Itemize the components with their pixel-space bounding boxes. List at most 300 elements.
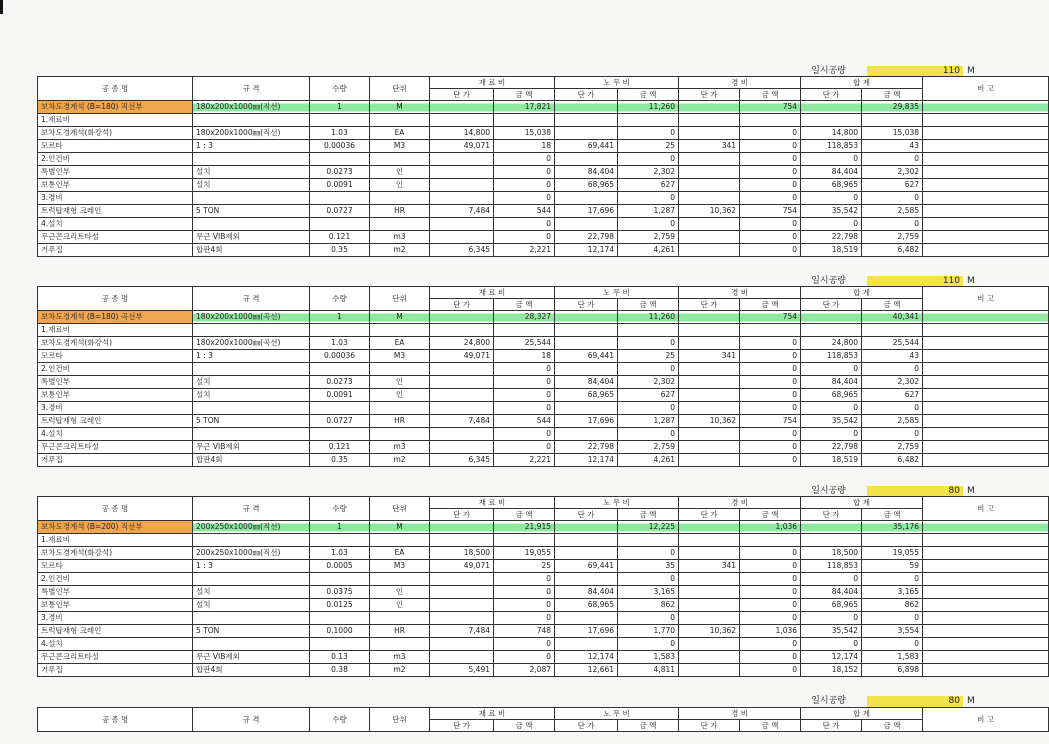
cell: 12,661: [555, 664, 618, 677]
daily-label: 일시공량: [811, 696, 846, 706]
remark-cell: [923, 534, 1049, 547]
cell: [430, 441, 494, 454]
table-row: [38, 337, 1049, 350]
cell: 0: [494, 179, 555, 192]
cell: 3.경비: [38, 612, 193, 625]
cell: [370, 324, 430, 337]
cell: 0: [618, 363, 679, 376]
table-row: [38, 127, 1049, 140]
cell: [370, 363, 430, 376]
daily-value: 110: [867, 276, 963, 287]
expense-header: 경 비: [679, 77, 801, 89]
remark-cell: [923, 651, 1049, 664]
material-header: 재 료 비: [430, 287, 555, 299]
table-row: [38, 179, 1049, 192]
labor-header: 노 무 비: [555, 708, 679, 720]
cell: 0.0091: [310, 389, 370, 402]
cell: 6,898: [862, 664, 923, 677]
cell: 0: [740, 586, 801, 599]
col-qty-header: 수량: [310, 77, 370, 101]
cell: 1.03: [310, 547, 370, 560]
cell: [430, 363, 494, 376]
cell: [430, 651, 494, 664]
cell: 1,583: [618, 651, 679, 664]
cell: 68,965: [555, 389, 618, 402]
cell: 합판4회: [193, 244, 310, 257]
cell: 0: [801, 573, 862, 586]
cell: 설치: [193, 389, 310, 402]
remark-cell: [923, 205, 1049, 218]
cell: [193, 363, 310, 376]
cell: 인: [370, 599, 430, 612]
remark-cell: [923, 127, 1049, 140]
cell: 0.1000: [310, 625, 370, 638]
cell: [679, 612, 740, 625]
col-spec-header: 규 격: [193, 77, 310, 101]
cell: 0: [494, 402, 555, 415]
estimate-table: [37, 286, 1049, 467]
cell: 15,038: [494, 127, 555, 140]
cell: 14,800: [430, 127, 494, 140]
remark-cell: [923, 415, 1049, 428]
col-spec-header: 규 격: [193, 287, 310, 311]
cell: 모르타: [38, 350, 193, 363]
table-row: [38, 166, 1049, 179]
empty-cell: [555, 521, 618, 534]
cell: 0: [740, 428, 801, 441]
cell: 2,302: [862, 376, 923, 389]
cell: 1.재료비: [38, 114, 193, 127]
cell: 0: [740, 166, 801, 179]
unit-price-header: 단 가: [430, 299, 494, 311]
table-row: [38, 363, 1049, 376]
cell: [430, 599, 494, 612]
cell: 2,759: [618, 441, 679, 454]
cell: 22,798: [801, 441, 862, 454]
cell: [679, 454, 740, 467]
cell: 특별인부: [38, 586, 193, 599]
cell: 거푸집: [38, 454, 193, 467]
cell: M3: [370, 140, 430, 153]
table-row: [38, 651, 1049, 664]
remark-cell: [923, 441, 1049, 454]
cell: [555, 402, 618, 415]
cell: [679, 402, 740, 415]
cell: [862, 324, 923, 337]
cell: 0: [740, 599, 801, 612]
cell: [555, 324, 618, 337]
cell: [679, 153, 740, 166]
cell: 0: [862, 402, 923, 415]
item-expense-amount: 754: [740, 311, 801, 324]
cell: 0.00036: [310, 350, 370, 363]
cell: M3: [370, 350, 430, 363]
cell: 2,302: [618, 376, 679, 389]
cell: [679, 651, 740, 664]
cell: 69,441: [555, 140, 618, 153]
empty-cell: [679, 311, 740, 324]
item-row: [38, 311, 1049, 324]
daily-unit: M: [967, 486, 975, 496]
table-row: [38, 586, 1049, 599]
item-spec: 200x250x1000㎜(직선): [193, 521, 310, 534]
cell: 84,404: [801, 376, 862, 389]
unit-price-header: 단 가: [679, 89, 740, 101]
daily-value: 110: [867, 66, 963, 77]
cell: [430, 534, 494, 547]
cell: [310, 638, 370, 651]
item-unit: M: [370, 521, 430, 534]
cell: 무근 VIB제외: [193, 441, 310, 454]
cell: 설치: [193, 179, 310, 192]
cell: 22,798: [555, 231, 618, 244]
cell: [370, 612, 430, 625]
cell: 3.경비: [38, 192, 193, 205]
cell: 84,404: [555, 376, 618, 389]
item-qty: 1: [310, 521, 370, 534]
estimate-table: [37, 496, 1049, 677]
remark-cell: [923, 166, 1049, 179]
cell: 트럭탑재형 크레인: [38, 205, 193, 218]
expense-header: 경 비: [679, 287, 801, 299]
cell: [193, 428, 310, 441]
cell: [555, 428, 618, 441]
cell: 0: [862, 153, 923, 166]
cell: 0: [740, 454, 801, 467]
cell: 모르타: [38, 560, 193, 573]
cell: [618, 534, 679, 547]
cell: 12,174: [555, 244, 618, 257]
cell: 49,071: [430, 350, 494, 363]
cell: 17,696: [555, 625, 618, 638]
cell: 15,038: [862, 127, 923, 140]
empty-cell: [430, 101, 494, 114]
table-row: [38, 114, 1049, 127]
material-header: 재 료 비: [430, 77, 555, 89]
table-row: [38, 205, 1049, 218]
cell: 35,542: [801, 415, 862, 428]
item-unit: M: [370, 311, 430, 324]
cell: [740, 534, 801, 547]
cell: [193, 192, 310, 205]
unit-price-header: 단 가: [430, 720, 494, 732]
item-row: [38, 521, 1049, 534]
material-header: 재 료 비: [430, 708, 555, 720]
daily-label: 일시공량: [811, 276, 846, 286]
cell: 0: [801, 612, 862, 625]
cell: 0.121: [310, 231, 370, 244]
cell: 0: [740, 389, 801, 402]
cell: m3: [370, 651, 430, 664]
cell: 0: [740, 363, 801, 376]
cell: [555, 218, 618, 231]
cell: 18,500: [430, 547, 494, 560]
remark-cell: [923, 454, 1049, 467]
table-row: [38, 140, 1049, 153]
cell: 1.재료비: [38, 534, 193, 547]
amount-header: 금 액: [862, 720, 923, 732]
cell: [618, 324, 679, 337]
cell: 4,261: [618, 454, 679, 467]
cell: [310, 573, 370, 586]
cell: 0: [740, 441, 801, 454]
cell: 4.설치: [38, 428, 193, 441]
col-unit-header: 단위: [370, 497, 430, 521]
cell: 35,542: [801, 205, 862, 218]
cell: 0: [740, 547, 801, 560]
remark-cell: [923, 638, 1049, 651]
cell: 거푸집: [38, 664, 193, 677]
cell: 1,583: [862, 651, 923, 664]
item-remark: [923, 101, 1049, 114]
cell: 보통인부: [38, 599, 193, 612]
cell: 무근 VIB제외: [193, 231, 310, 244]
cell: 0.0727: [310, 415, 370, 428]
cell: 24,800: [801, 337, 862, 350]
table-row: [38, 153, 1049, 166]
remark-cell: [923, 218, 1049, 231]
cell: [370, 534, 430, 547]
empty-cell: [430, 521, 494, 534]
item-labor-amount: 12,225: [618, 521, 679, 534]
cell: [679, 127, 740, 140]
cell: 보통인부: [38, 179, 193, 192]
cell: 10,362: [679, 415, 740, 428]
cell: [555, 153, 618, 166]
table-row: [38, 402, 1049, 415]
cell: 25,544: [494, 337, 555, 350]
remark-cell: [923, 192, 1049, 205]
cell: 0: [740, 244, 801, 257]
cell: [679, 231, 740, 244]
cell: 0: [862, 612, 923, 625]
cell: 2,759: [862, 231, 923, 244]
cell: 59: [862, 560, 923, 573]
cell: [555, 547, 618, 560]
cell: 0.38: [310, 664, 370, 677]
cell: 무근콘크리트타설: [38, 441, 193, 454]
total-header: 합 계: [801, 497, 923, 509]
col-spec-header: 규 격: [193, 497, 310, 521]
cell: [193, 534, 310, 547]
labor-header: 노 무 비: [555, 497, 679, 509]
col-name-header: 공 종 명: [38, 497, 193, 521]
cell: 18,519: [801, 244, 862, 257]
remark-cell: [923, 428, 1049, 441]
amount-header: 금 액: [494, 89, 555, 101]
cell: 0: [618, 638, 679, 651]
cell: 24,800: [430, 337, 494, 350]
cell: [679, 166, 740, 179]
remark-cell: [923, 114, 1049, 127]
cell: [801, 114, 862, 127]
table-row: [38, 625, 1049, 638]
cell: [430, 573, 494, 586]
cell: 특별인부: [38, 376, 193, 389]
cell: 2,585: [862, 205, 923, 218]
cell: [679, 363, 740, 376]
cell: [430, 324, 494, 337]
cell: 무근콘크리트타설: [38, 231, 193, 244]
cell: 49,071: [430, 140, 494, 153]
cell: [370, 428, 430, 441]
cell: 25: [494, 560, 555, 573]
cell: [679, 664, 740, 677]
cell: 0.00036: [310, 140, 370, 153]
cell: [193, 402, 310, 415]
remark-header: 비 고: [923, 497, 1049, 521]
cell: HR: [370, 625, 430, 638]
cell: 0: [740, 127, 801, 140]
unit-price-header: 단 가: [801, 89, 862, 101]
cell: 18,152: [801, 664, 862, 677]
cell: 보통인부: [38, 389, 193, 402]
cell: EA: [370, 337, 430, 350]
cell: 인: [370, 586, 430, 599]
cell: 0: [801, 192, 862, 205]
cell: 0: [618, 547, 679, 560]
daily-unit: M: [967, 276, 975, 286]
cell: [370, 153, 430, 166]
cell: 18: [494, 140, 555, 153]
remark-cell: [923, 389, 1049, 402]
cell: 2,302: [862, 166, 923, 179]
cell: [555, 534, 618, 547]
cell: 0: [494, 638, 555, 651]
remark-cell: [923, 376, 1049, 389]
cell: 인: [370, 179, 430, 192]
table-row: [38, 218, 1049, 231]
cell: 2,302: [618, 166, 679, 179]
cell: 0: [618, 337, 679, 350]
cell: 0: [801, 428, 862, 441]
cell: 합판4회: [193, 454, 310, 467]
table-row: [38, 428, 1049, 441]
cell: [310, 218, 370, 231]
empty-cell: [801, 101, 862, 114]
cell: 트럭탑재형 크레인: [38, 415, 193, 428]
empty-cell: [801, 521, 862, 534]
table-row: [38, 389, 1049, 402]
cell: 0: [494, 612, 555, 625]
cell: [430, 166, 494, 179]
cell: 0: [740, 140, 801, 153]
cell: 1 : 3: [193, 350, 310, 363]
table-row: [38, 664, 1049, 677]
remark-cell: [923, 402, 1049, 415]
item-qty: 1: [310, 311, 370, 324]
cell: 0.0005: [310, 560, 370, 573]
unit-price-header: 단 가: [801, 720, 862, 732]
cell: [862, 534, 923, 547]
amount-header: 금 액: [862, 509, 923, 521]
cell: 0: [494, 363, 555, 376]
cell: 0: [740, 638, 801, 651]
cell: 0: [618, 428, 679, 441]
cell: 트럭탑재형 크레인: [38, 625, 193, 638]
cell: [740, 114, 801, 127]
item-name: 보차도경계석 (B=200) 직선부: [38, 521, 193, 534]
item-material-amount: 17,821: [494, 101, 555, 114]
cell: 1.03: [310, 337, 370, 350]
cell: 5,491: [430, 664, 494, 677]
estimate-table: [37, 707, 1049, 732]
cell: 84,404: [555, 586, 618, 599]
table-row: [38, 192, 1049, 205]
cell: 627: [862, 389, 923, 402]
cell: [679, 599, 740, 612]
remark-cell: [923, 664, 1049, 677]
cell: 3.경비: [38, 402, 193, 415]
cell: [555, 127, 618, 140]
cell: 18: [494, 350, 555, 363]
cell: 341: [679, 140, 740, 153]
cell: 0: [618, 612, 679, 625]
cell: 7,484: [430, 205, 494, 218]
cell: [679, 218, 740, 231]
cell: 0: [494, 192, 555, 205]
cell: 84,404: [801, 166, 862, 179]
cell: [679, 337, 740, 350]
remark-cell: [923, 244, 1049, 257]
cell: [370, 114, 430, 127]
cell: [740, 324, 801, 337]
daily-label: 일시공량: [811, 486, 846, 496]
amount-header: 금 액: [618, 720, 679, 732]
col-unit-header: 단위: [370, 708, 430, 732]
cell: 25,544: [862, 337, 923, 350]
cell: [310, 534, 370, 547]
material-header: 재 료 비: [430, 497, 555, 509]
table-row: [38, 415, 1049, 428]
col-name-header: 공 종 명: [38, 287, 193, 311]
col-qty-header: 수량: [310, 708, 370, 732]
cell: 22,798: [555, 441, 618, 454]
cell: EA: [370, 127, 430, 140]
cell: 0: [494, 573, 555, 586]
cell: 0: [494, 651, 555, 664]
cell: 0: [494, 166, 555, 179]
cell: 인: [370, 389, 430, 402]
cell: 0: [740, 402, 801, 415]
item-expense-amount: 754: [740, 101, 801, 114]
cell: HR: [370, 415, 430, 428]
cell: 설치: [193, 166, 310, 179]
cell: 보차도경계석(화강석): [38, 337, 193, 350]
cell: 1.재료비: [38, 324, 193, 337]
cell: 1,287: [618, 415, 679, 428]
amount-header: 금 액: [740, 720, 801, 732]
cell: [618, 114, 679, 127]
cell: 544: [494, 415, 555, 428]
cell: 118,853: [801, 560, 862, 573]
cell: 0: [862, 428, 923, 441]
cell: [430, 218, 494, 231]
labor-header: 노 무 비: [555, 77, 679, 89]
table-row: [38, 547, 1049, 560]
cell: 0: [740, 376, 801, 389]
cell: 0: [494, 153, 555, 166]
cell: [679, 376, 740, 389]
cell: [555, 337, 618, 350]
cell: [430, 114, 494, 127]
empty-cell: [679, 521, 740, 534]
cell: 180x200x1000㎜(곡선): [193, 337, 310, 350]
cell: [679, 586, 740, 599]
cell: [310, 324, 370, 337]
cell: 7,484: [430, 415, 494, 428]
cell: 22,798: [801, 231, 862, 244]
